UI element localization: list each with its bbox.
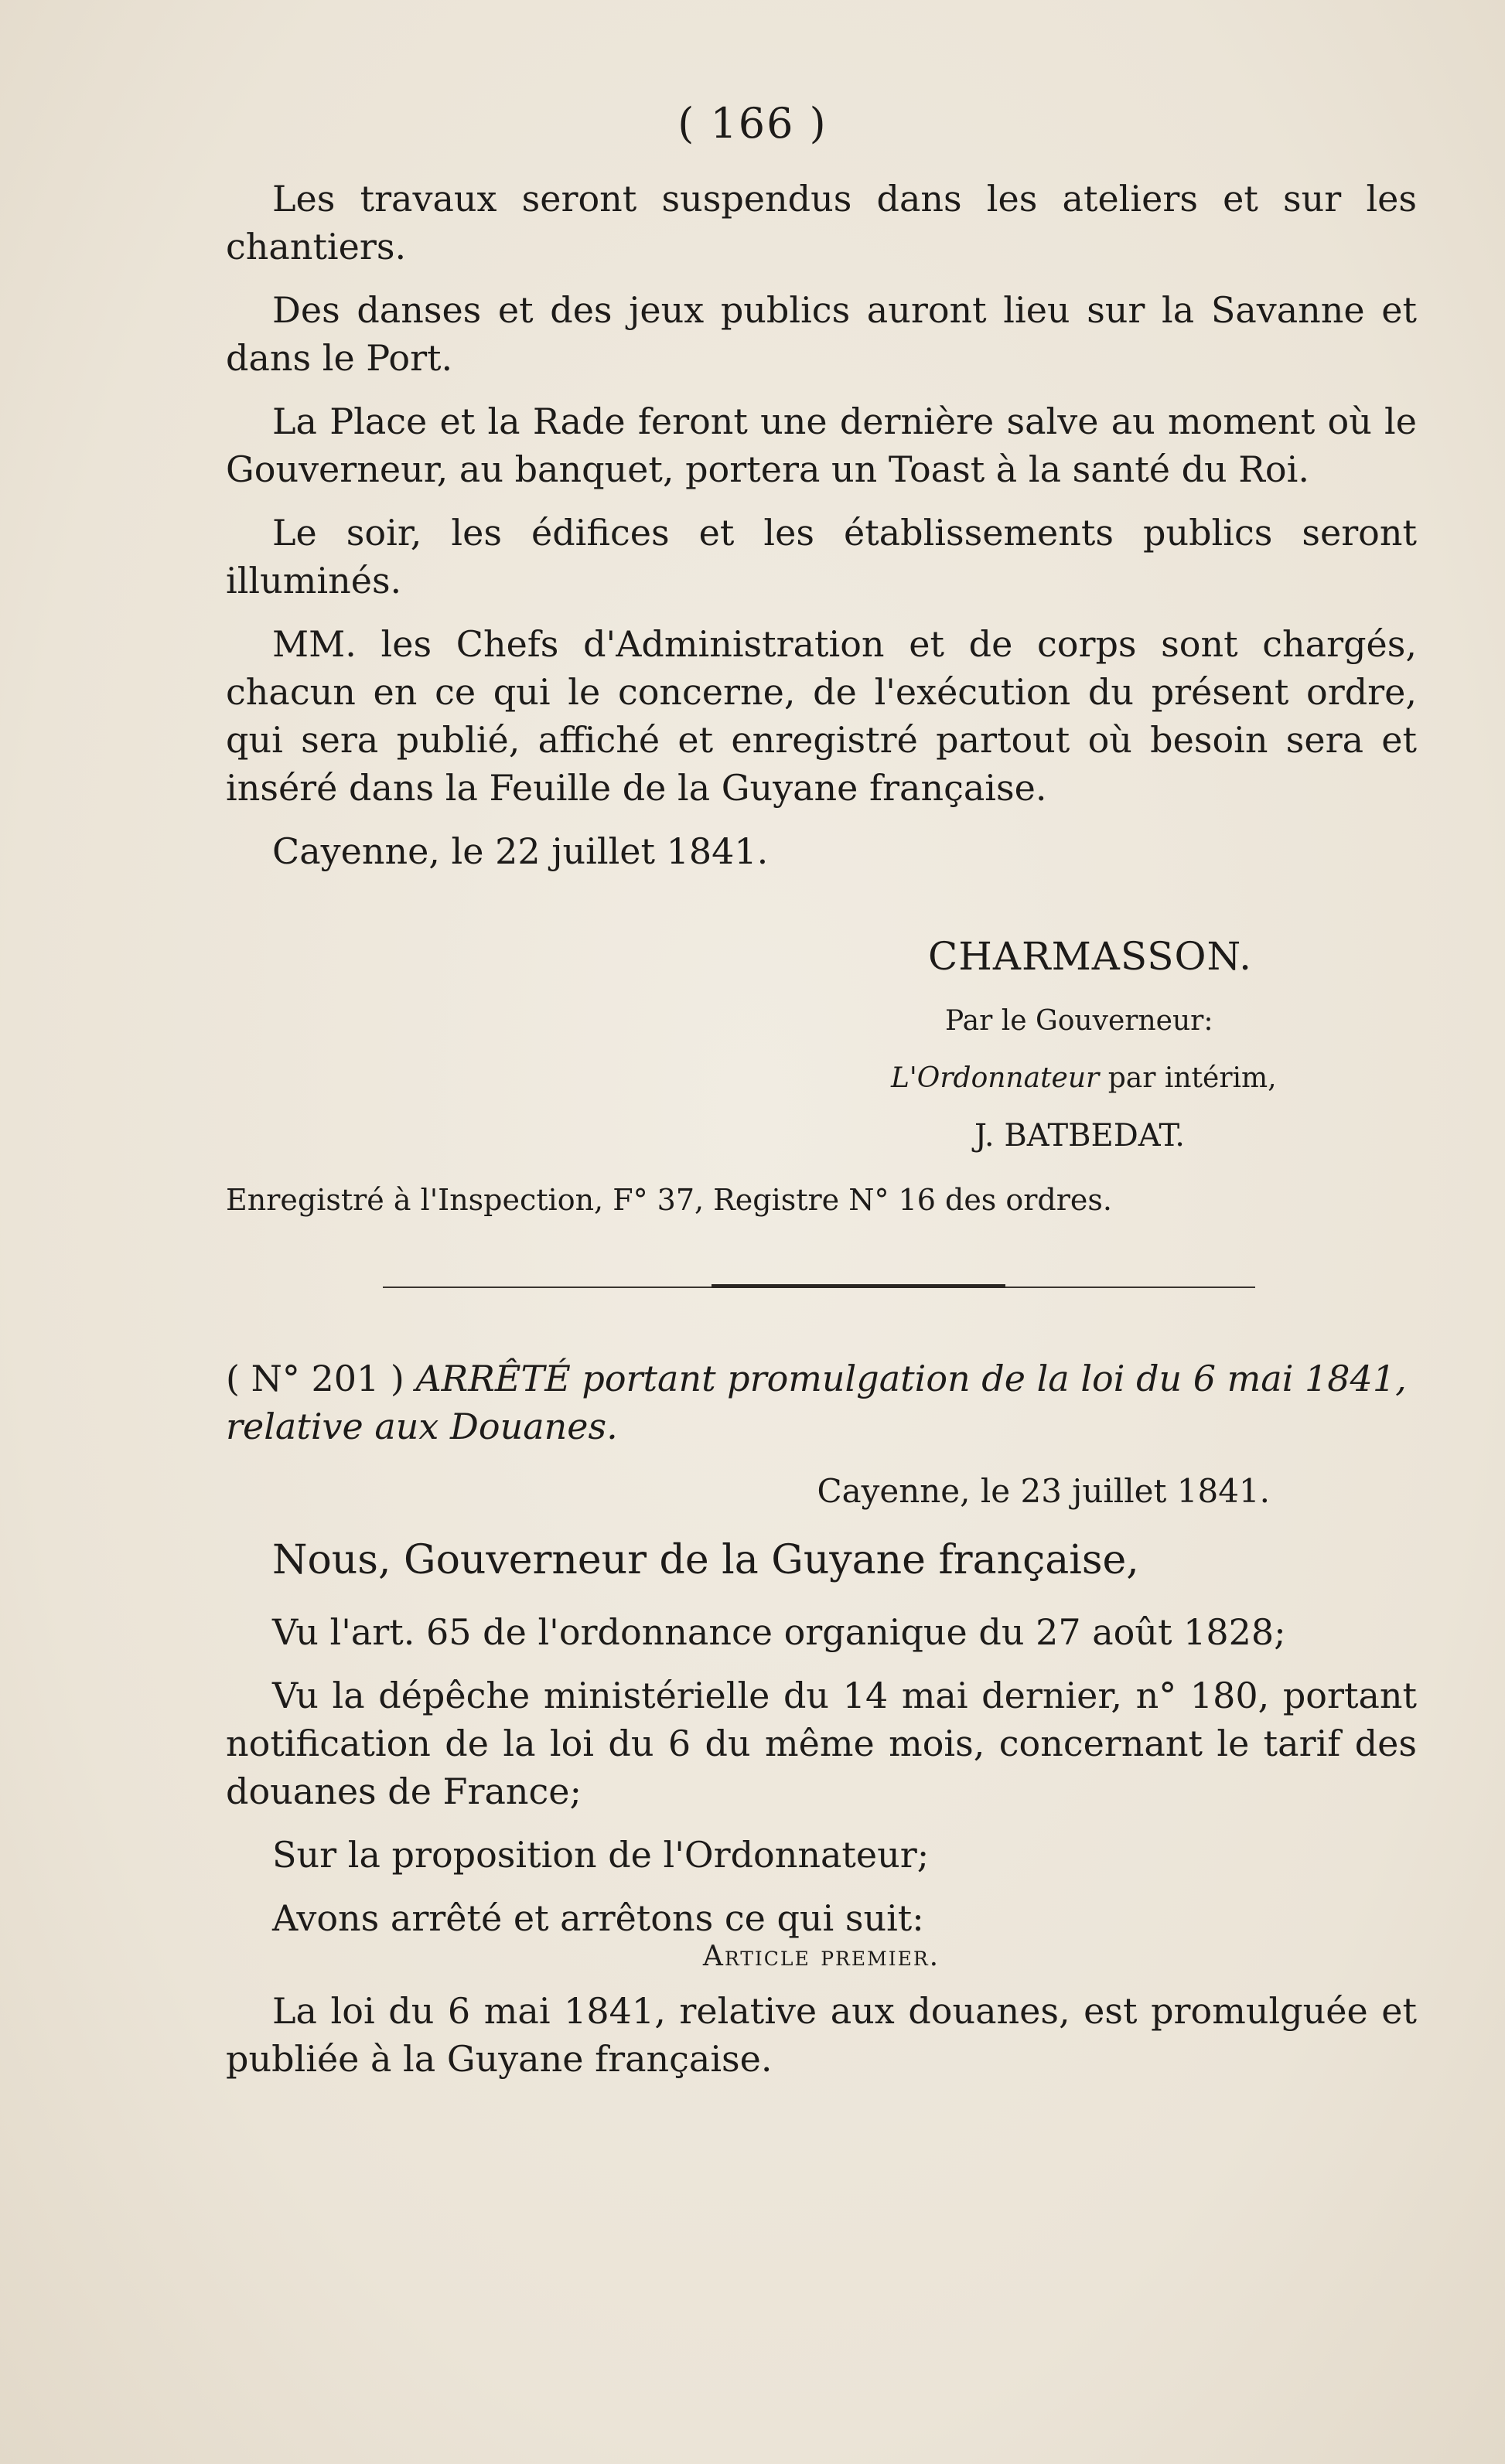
section-divider-ornament [712,1284,1005,1288]
arrete-number: ( N° 201 ) [226,1358,404,1399]
paragraph-soir: Le soir, les édifices et les établissements publics seront illuminés. [226,512,1417,602]
vu-art: Vu l'art. 65 de l'ordonnance organique du 27 août 1828; [272,1611,1286,1653]
article-block [226,1987,1417,2083]
top-text-block [226,175,1417,875]
date-line-2: Cayenne, le 23 juillet 1841. [817,1472,1270,1510]
arrete-title-word: ARRÊTÉ [415,1358,571,1399]
par-le-gouverneur: Par le Gouverneur: [945,1005,1213,1037]
arrete-header [226,1355,1417,1450]
ordonnateur-rest: par intérim, [1099,1062,1277,1094]
arrete-title-rest: portant promulgation de la loi du 6 mai 1841, relative aux Douanes. [226,1358,1407,1447]
article-heading: Article premier. [702,1941,940,1972]
vu-depeche: Vu la dépêche ministérielle du 14 mai dernier, n° 180, portant notification de la loi du 6 du même mois, concernant le tarif des douanes de France; [226,1675,1417,1812]
article-text: La loi du 6 mai 1841, relative aux douanes, est promulguée et publiée à la Guyane française. [226,1990,1417,2080]
ordonnateur-italic: L'Ordonnateur [891,1062,1100,1094]
paragraph-salve: La Place et la Rade feront une dernière salve au moment où le Gouverneur, au banquet, portera un Toast à la santé du Roi. [226,400,1417,490]
sur-proposition: Sur la proposition de l'Ordonnateur; [272,1834,930,1876]
ordonnateur-line [891,1062,1277,1094]
vu-block [226,1608,1417,1942]
date-line-1: Cayenne, le 22 juillet 1841. [272,830,769,872]
signature-charmasson: CHARMASSON. [928,934,1252,979]
avons-arrete: Avons arrêté et arrêtons ce qui suit: [272,1897,924,1939]
paragraph-chefs: MM. les Chefs d'Administration et de corps sont chargés, chacun en ce qui le concerne, de l'exécution du présent ordre, qui sera publié, affiché et enregistré partout où besoin sera et inséré dans la Feuille de la Guyane française. [226,623,1417,809]
signature-batbedat: J. BATBEDAT. [974,1118,1186,1154]
paragraph-danses: Des danses et des jeux publics auront lieu sur la Savanne et dans le Port. [226,289,1417,379]
page-number: ( 166 ) [677,99,828,148]
paragraph-travaux: Les travaux seront suspendus dans les ateliers et sur les chantiers. [226,178,1417,268]
enregistre-line: Enregistré à l'Inspection, F° 37, Registre N° 16 des ordres. [226,1183,1112,1217]
nous-line: Nous, Gouverneur de la Guyane française, [272,1537,1139,1583]
